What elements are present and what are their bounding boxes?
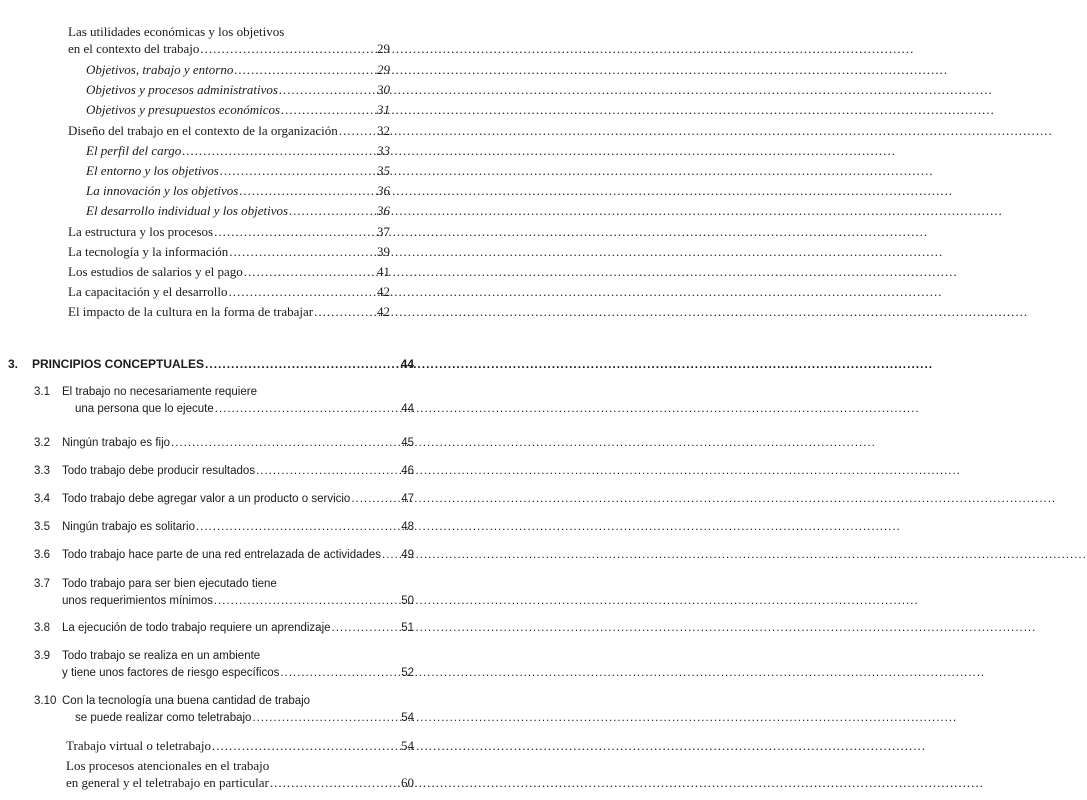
toc-section-3-5[interactable]	[62, 519, 414, 535]
dot-leader	[200, 41, 376, 57]
toc-entry-title: El entorno y los objetivos	[86, 163, 219, 178]
toc-page-number: 37	[377, 224, 390, 239]
section-number: 3.4	[34, 493, 50, 505]
toc-page-number: 52	[401, 667, 414, 679]
toc-section-3-3[interactable]	[62, 463, 414, 479]
toc-section-3-7[interactable]	[62, 593, 414, 609]
toc-entry-title: Objetivos y presupuestos económicos	[86, 102, 281, 117]
section-number: 3.9	[34, 650, 50, 662]
dot-leader	[252, 710, 400, 726]
toc-entry-objetivos-procesos[interactable]	[86, 82, 390, 98]
toc-page-number: 44	[400, 357, 414, 371]
toc-section-3-7-line1: Todo trabajo para ser bien ejecutado tiene	[62, 578, 277, 590]
toc-page-number: 29	[377, 62, 390, 77]
dot-leader	[214, 224, 376, 240]
table-of-contents	[0, 0, 441, 800]
toc-page-number: 54	[401, 738, 414, 753]
toc-entry-diseno-trabajo[interactable]	[68, 123, 390, 139]
dot-leader	[332, 620, 401, 636]
toc-entry-title: Todo trabajo debe agregar valor a un producto o servicio	[62, 493, 351, 505]
toc-page-number: 32	[377, 123, 390, 138]
dot-leader	[220, 163, 376, 179]
dot-leader	[182, 143, 376, 159]
dot-leader	[171, 435, 400, 451]
toc-entry-desarrollo-individual[interactable]	[86, 203, 390, 219]
toc-page-number: 36	[377, 183, 390, 198]
toc-page-number: 46	[401, 465, 414, 477]
toc-entry-title: La tecnología y la información	[68, 244, 229, 259]
toc-page-number: 35	[377, 163, 390, 178]
section-number: 3.1	[34, 386, 50, 398]
chapter-number: 3.	[8, 357, 19, 371]
dot-leader	[279, 82, 376, 98]
toc-section-3-9[interactable]	[62, 665, 414, 681]
toc-section-3-10[interactable]	[75, 710, 414, 726]
dot-leader	[270, 775, 400, 791]
toc-section-3-8[interactable]	[62, 620, 414, 636]
toc-entry-title: en el contexto del trabajo	[68, 41, 200, 56]
toc-entry-capacitacion[interactable]	[68, 284, 390, 300]
toc-page-number: 42	[377, 304, 390, 319]
toc-entry-tecnologia[interactable]	[68, 244, 390, 260]
toc-entry-title: La estructura y los procesos	[68, 224, 214, 239]
toc-entry-title: El desarrollo individual y los objetivos	[86, 203, 289, 218]
section-number: 3.7	[34, 578, 50, 590]
toc-entry-title: Todo trabajo hace parte de una red entrelazada de actividades	[62, 549, 382, 561]
toc-entry-innovacion[interactable]	[86, 183, 390, 199]
toc-page-number: 49	[401, 549, 414, 561]
toc-entry-title: Trabajo virtual o teletrabajo	[66, 738, 212, 753]
toc-entry-title: una persona que lo ejecute	[75, 403, 214, 415]
toc-section-3-4[interactable]	[62, 491, 414, 507]
toc-entry-title: unos requerimientos mínimos	[62, 595, 213, 607]
toc-entry-title: Todo trabajo debe producir resultados	[62, 465, 256, 477]
toc-entry-title: La capacitación y el desarrollo	[68, 284, 228, 299]
section-number: 3.2	[34, 437, 50, 449]
toc-entry-estructura[interactable]	[68, 224, 390, 240]
toc-page-number: 41	[377, 264, 390, 279]
dot-leader	[351, 491, 400, 507]
dot-leader	[229, 244, 376, 260]
toc-section-3-1-line1: El trabajo no necesariamente requiere	[62, 386, 257, 398]
toc-page-number: 31	[377, 102, 390, 117]
toc-entry-title: Objetivos y procesos administrativos	[86, 82, 278, 97]
section-number: 3.8	[34, 622, 50, 634]
toc-entry-title: Los estudios de salarios y el pago	[68, 264, 243, 279]
dot-leader	[244, 264, 376, 280]
section-number: 3.6	[34, 549, 50, 561]
toc-entry-title: El impacto de la cultura en la forma de trabajar	[68, 304, 314, 319]
toc-entry-title: Diseño del trabajo en el contexto de la organización	[68, 123, 338, 138]
toc-entry-title: La innovación y los objetivos	[86, 183, 239, 198]
toc-section-3-2[interactable]	[62, 435, 414, 451]
toc-page-number: 30	[377, 82, 390, 97]
toc-entry-objetivos-presupuestos[interactable]	[86, 102, 390, 118]
dot-leader	[289, 203, 376, 219]
chapter-title: PRINCIPIOS CONCEPTUALES	[32, 357, 205, 371]
toc-entry-procesos-atencionales[interactable]	[66, 775, 414, 791]
dot-leader	[239, 183, 376, 199]
toc-page-number: 60	[401, 775, 414, 790]
toc-entry-title: Ningún trabajo es fijo	[62, 437, 171, 449]
toc-page-number: 47	[401, 493, 414, 505]
toc-page-number: 50	[401, 595, 414, 607]
dot-leader	[212, 738, 400, 754]
dot-leader	[280, 665, 400, 681]
toc-entry-title: y tiene unos factores de riesgo específicos	[62, 667, 280, 679]
toc-entry-title: en general y el teletrabajo en particular	[66, 775, 269, 790]
dot-leader	[205, 356, 400, 372]
dot-leader	[214, 593, 400, 609]
toc-entry-title: se puede realizar como teletrabajo	[75, 712, 252, 724]
toc-page-number: 51	[401, 622, 414, 634]
dot-leader	[196, 519, 400, 535]
toc-page-number: 33	[377, 143, 390, 158]
toc-entry-objetivos-trabajo[interactable]	[86, 62, 390, 78]
toc-entry-entorno[interactable]	[86, 163, 390, 179]
toc-entry-utilidades[interactable]	[68, 41, 390, 57]
dot-leader	[382, 547, 400, 563]
toc-entry-trabajo-virtual[interactable]	[66, 738, 414, 754]
dot-leader	[339, 123, 376, 139]
toc-section-3-1[interactable]	[75, 401, 414, 417]
toc-chapter-principios[interactable]	[32, 356, 414, 372]
toc-page-number: 39	[377, 244, 390, 259]
toc-entry-procesos-atencionales-line1: Los procesos atencionales en el trabajo	[66, 758, 270, 773]
section-number: 3.5	[34, 521, 50, 533]
toc-entry-title: El perfil del cargo	[86, 143, 182, 158]
toc-entry-title: La ejecución de todo trabajo requiere un aprendizaje	[62, 622, 331, 634]
toc-page-number: 29	[377, 41, 390, 56]
toc-entry-utilidades-line1: Las utilidades económicas y los objetivos	[68, 24, 285, 39]
section-number: 3.3	[34, 465, 50, 477]
dot-leader	[234, 62, 376, 78]
toc-page-number: 44	[401, 403, 414, 415]
toc-section-3-6[interactable]	[62, 547, 414, 563]
dot-leader	[256, 463, 400, 479]
toc-entry-perfil-cargo[interactable]	[86, 143, 390, 159]
dot-leader	[314, 304, 376, 320]
toc-section-3-10-line1: Con la tecnología una buena cantidad de trabajo	[62, 695, 311, 707]
toc-entry-salarios[interactable]	[68, 264, 390, 280]
dot-leader	[281, 102, 376, 118]
toc-page-number: 48	[401, 521, 414, 533]
toc-entry-cultura[interactable]	[68, 304, 390, 320]
toc-page-number: 45	[401, 437, 414, 449]
toc-entry-title: Ningún trabajo es solitario	[62, 521, 195, 533]
toc-entry-title: Objetivos, trabajo y entorno	[86, 62, 234, 77]
toc-section-3-9-line1: Todo trabajo se realiza en un ambiente	[62, 650, 261, 662]
section-number: 3.10	[34, 695, 57, 707]
toc-page-number: 54	[401, 712, 414, 724]
toc-page-number: 36	[377, 203, 390, 218]
dot-leader	[229, 284, 376, 300]
dot-leader	[215, 401, 400, 417]
toc-page-number: 42	[377, 284, 390, 299]
